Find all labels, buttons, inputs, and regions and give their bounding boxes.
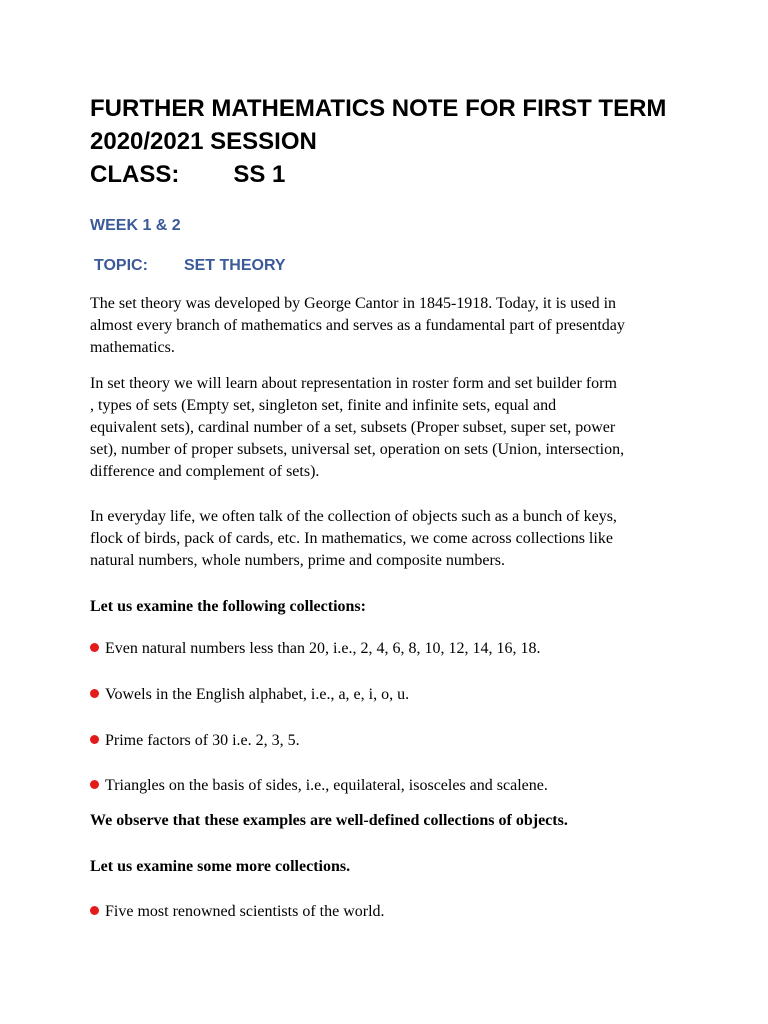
paragraph-everyday [90,506,690,572]
paragraph-line: In everyday life, we often talk of the collection of objects such as a bunch of keys, [90,508,617,525]
heading-examine: Let us examine the following collections: [90,598,366,615]
paragraph-line: equivalent sets), cardinal number of a set, subsets (Proper subset, super set, power [90,419,616,436]
bullet-dot-icon [90,643,99,652]
bullet-dot-icon [90,735,99,744]
week-heading: WEEK 1 & 2 [90,217,181,234]
list-item-text: Even natural numbers less than 20, i.e., 2, 4, 6, 8, 10, 12, 14, 16, 18. [105,640,541,657]
observe-line: We observe that these examples are well-defined collections of objects. [90,812,568,829]
topic-heading [94,256,286,276]
heading-more: Let us examine some more collections. [90,858,351,875]
list-item [90,639,541,659]
paragraph-line: flock of birds, pack of cards, etc. In mathematics, we come across collections like [90,530,613,547]
class-line [90,158,730,191]
title-line-2: 2020/2021 SESSION [90,128,317,155]
bullet-dot-icon [90,689,99,698]
paragraph-topics [90,373,690,483]
bullet-dot-icon [90,780,99,789]
topic-value: SET THEORY [183,257,286,274]
class-label: CLASS: [90,161,180,188]
title-line-1: FURTHER MATHEMATICS NOTE FOR FIRST TERM [90,95,667,122]
document-title [90,92,730,191]
list-item-text: Triangles on the basis of sides, i.e., equilateral, isosceles and scalene. [105,777,548,794]
list-item-text: Prime factors of 30 i.e. 2, 3, 5. [105,732,300,749]
list-item [90,731,300,751]
list-item [90,902,385,922]
paragraph-line: , types of sets (Empty set, singleton set, finite and infinite sets, equal and [90,397,557,414]
paragraph-line: The set theory was developed by George Cantor in 1845-1918. Today, it is used in [90,295,617,312]
paragraph-line: natural numbers, whole numbers, prime and composite numbers. [90,552,506,569]
bullet-dot-icon [90,906,99,915]
list-item-text: Vowels in the English alphabet, i.e., a, e, i, o, u. [105,686,410,703]
paragraph-intro [90,293,690,359]
paragraph-line: In set theory we will learn about representation in roster form and set builder form [90,375,617,392]
paragraph-line: difference and complement of sets). [90,463,320,480]
paragraph-line: set), number of proper subsets, universal set, operation on sets (Union, intersection, [90,441,625,458]
list-item-text: Five most renowned scientists of the world. [105,903,385,920]
topic-label: TOPIC: [94,257,148,274]
paragraph-line: almost every branch of mathematics and serves as a fundamental part of presentday [90,317,625,334]
class-value: SS 1 [233,161,286,188]
list-item [90,776,548,796]
list-item [90,685,409,705]
paragraph-line: mathematics. [90,339,175,356]
